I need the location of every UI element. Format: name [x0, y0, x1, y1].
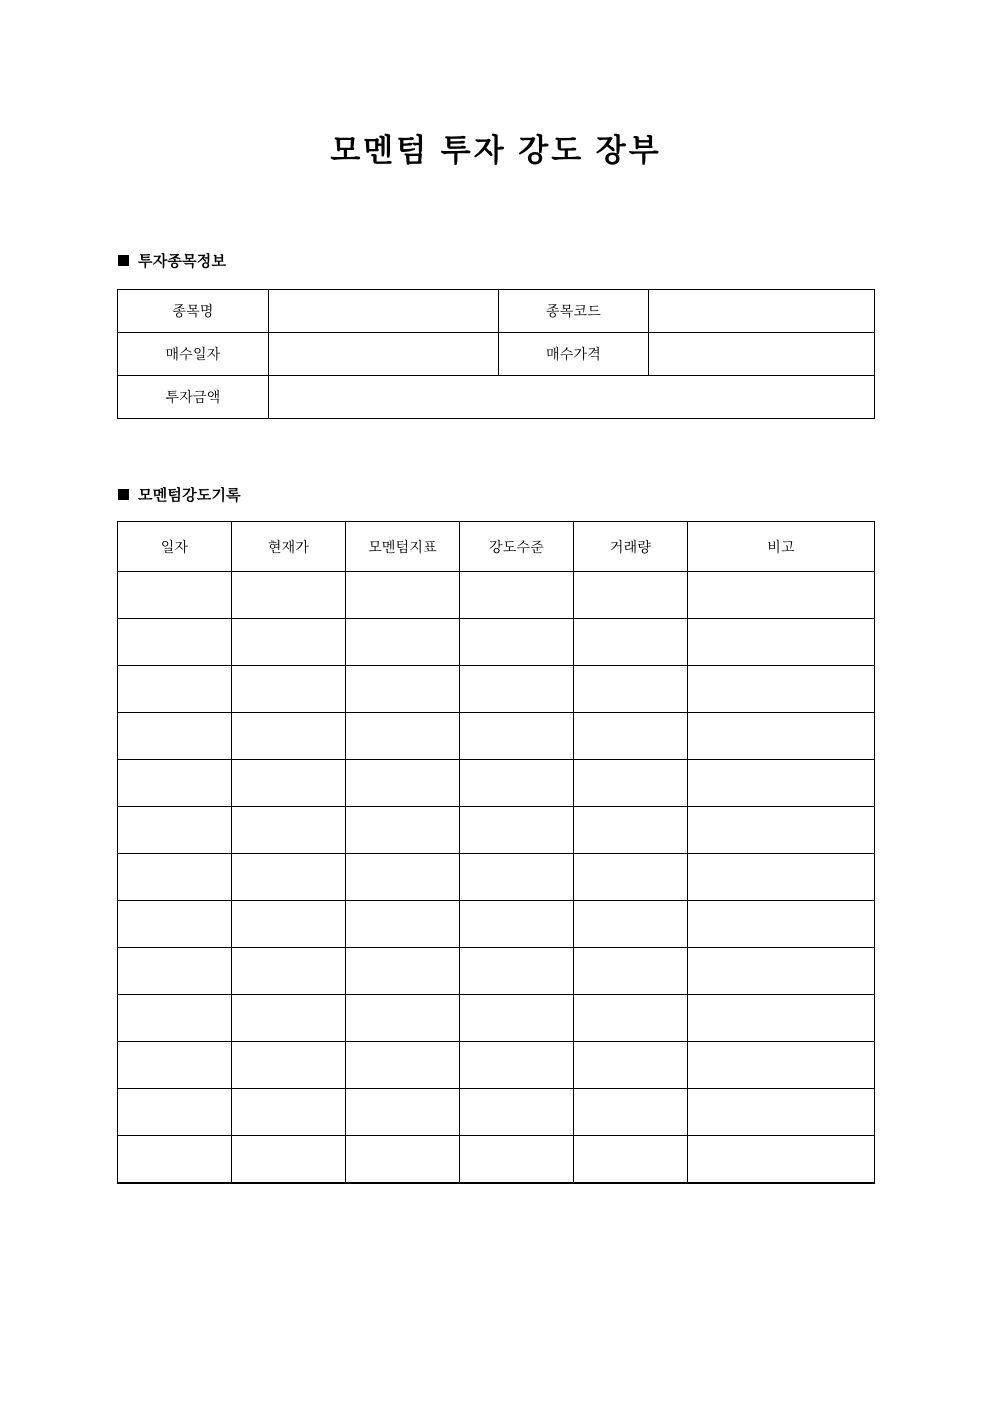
- cell-momentum-indicator[interactable]: [346, 995, 460, 1042]
- column-header-momentum-indicator: 모멘텀지표: [346, 522, 460, 572]
- cell-date[interactable]: [118, 760, 232, 807]
- cell-current-price[interactable]: [232, 948, 346, 995]
- table-row: [118, 807, 875, 854]
- cell-remarks[interactable]: [688, 666, 875, 713]
- cell-current-price[interactable]: [232, 1136, 346, 1183]
- cell-remarks[interactable]: [688, 713, 875, 760]
- info-label-stock-code: 종목코드: [499, 290, 649, 333]
- info-value-investment-amount[interactable]: [269, 376, 875, 419]
- cell-strength-level[interactable]: [460, 572, 574, 619]
- cell-current-price[interactable]: [232, 995, 346, 1042]
- cell-remarks[interactable]: [688, 760, 875, 807]
- investment-info-table: [117, 289, 875, 419]
- table-row: [118, 713, 875, 760]
- info-value-stock-code[interactable]: [649, 290, 875, 333]
- column-header-strength-level: 강도수준: [460, 522, 574, 572]
- section-heading-momentum-record: [118, 484, 241, 505]
- cell-remarks[interactable]: [688, 1042, 875, 1089]
- cell-remarks[interactable]: [688, 572, 875, 619]
- cell-current-price[interactable]: [232, 619, 346, 666]
- black-square-bullet-icon: [118, 255, 129, 266]
- table-row: [118, 290, 875, 333]
- table-row: [118, 995, 875, 1042]
- cell-volume[interactable]: [574, 713, 688, 760]
- table-header-row: [118, 522, 875, 572]
- cell-momentum-indicator[interactable]: [346, 901, 460, 948]
- cell-remarks[interactable]: [688, 807, 875, 854]
- cell-strength-level[interactable]: [460, 948, 574, 995]
- cell-strength-level[interactable]: [460, 901, 574, 948]
- cell-current-price[interactable]: [232, 1042, 346, 1089]
- cell-momentum-indicator[interactable]: [346, 1089, 460, 1136]
- table-row: [118, 1136, 875, 1183]
- cell-remarks[interactable]: [688, 619, 875, 666]
- cell-remarks[interactable]: [688, 1136, 875, 1183]
- cell-volume[interactable]: [574, 948, 688, 995]
- table-row: [118, 376, 875, 419]
- cell-volume[interactable]: [574, 572, 688, 619]
- cell-date[interactable]: [118, 854, 232, 901]
- cell-strength-level[interactable]: [460, 1042, 574, 1089]
- cell-volume[interactable]: [574, 1089, 688, 1136]
- section-heading-investment-info: [118, 250, 226, 271]
- cell-remarks[interactable]: [688, 854, 875, 901]
- cell-current-price[interactable]: [232, 760, 346, 807]
- cell-remarks[interactable]: [688, 1089, 875, 1136]
- info-label-investment-amount: 투자금액: [118, 376, 269, 419]
- cell-current-price[interactable]: [232, 854, 346, 901]
- cell-volume[interactable]: [574, 619, 688, 666]
- page-title: 모멘텀 투자 강도 장부: [330, 133, 662, 168]
- cell-strength-level[interactable]: [460, 995, 574, 1042]
- cell-strength-level[interactable]: [460, 713, 574, 760]
- cell-current-price[interactable]: [232, 1089, 346, 1136]
- cell-momentum-indicator[interactable]: [346, 807, 460, 854]
- info-value-buy-date[interactable]: [269, 333, 499, 376]
- cell-remarks[interactable]: [688, 901, 875, 948]
- info-value-stock-name[interactable]: [269, 290, 499, 333]
- cell-momentum-indicator[interactable]: [346, 572, 460, 619]
- column-header-remarks: 비고: [688, 522, 875, 572]
- cell-current-price[interactable]: [232, 666, 346, 713]
- cell-strength-level[interactable]: [460, 619, 574, 666]
- cell-strength-level[interactable]: [460, 760, 574, 807]
- column-header-current-price: 현재가: [232, 522, 346, 572]
- cell-remarks[interactable]: [688, 995, 875, 1042]
- cell-strength-level[interactable]: [460, 807, 574, 854]
- section-heading-label: 모멘텀강도기록: [138, 487, 241, 504]
- cell-date[interactable]: [118, 901, 232, 948]
- cell-date[interactable]: [118, 1042, 232, 1089]
- info-label-buy-price: 매수가격: [499, 333, 649, 376]
- cell-date[interactable]: [118, 995, 232, 1042]
- cell-momentum-indicator[interactable]: [346, 619, 460, 666]
- table-row: [118, 760, 875, 807]
- cell-strength-level[interactable]: [460, 666, 574, 713]
- table-row: [118, 619, 875, 666]
- info-label-buy-date: 매수일자: [118, 333, 269, 376]
- cell-current-price[interactable]: [232, 572, 346, 619]
- cell-current-price[interactable]: [232, 901, 346, 948]
- cell-volume[interactable]: [574, 666, 688, 713]
- cell-current-price[interactable]: [232, 713, 346, 760]
- info-label-stock-name: 종목명: [118, 290, 269, 333]
- cell-date[interactable]: [118, 619, 232, 666]
- table-row: [118, 333, 875, 376]
- cell-momentum-indicator[interactable]: [346, 854, 460, 901]
- momentum-record-table: [117, 521, 875, 1184]
- cell-date[interactable]: [118, 666, 232, 713]
- cell-volume[interactable]: [574, 1136, 688, 1183]
- momentum-record-body: [118, 572, 875, 1183]
- info-value-buy-price[interactable]: [649, 333, 875, 376]
- cell-remarks[interactable]: [688, 948, 875, 995]
- column-header-volume: 거래량: [574, 522, 688, 572]
- cell-volume[interactable]: [574, 995, 688, 1042]
- cell-date[interactable]: [118, 807, 232, 854]
- table-row: [118, 854, 875, 901]
- cell-date[interactable]: [118, 1089, 232, 1136]
- cell-strength-level[interactable]: [460, 854, 574, 901]
- table-row: [118, 901, 875, 948]
- cell-volume[interactable]: [574, 1042, 688, 1089]
- cell-momentum-indicator[interactable]: [346, 1042, 460, 1089]
- cell-momentum-indicator[interactable]: [346, 666, 460, 713]
- cell-date[interactable]: [118, 572, 232, 619]
- table-row: [118, 1089, 875, 1136]
- table-row: [118, 948, 875, 995]
- cell-volume[interactable]: [574, 901, 688, 948]
- cell-strength-level[interactable]: [460, 1136, 574, 1183]
- table-row: [118, 572, 875, 619]
- cell-momentum-indicator[interactable]: [346, 713, 460, 760]
- table-row: [118, 666, 875, 713]
- black-square-bullet-icon: [118, 489, 129, 500]
- cell-momentum-indicator[interactable]: [346, 1136, 460, 1183]
- column-header-date: 일자: [118, 522, 232, 572]
- section-heading-label: 투자종목정보: [138, 253, 227, 270]
- cell-date[interactable]: [118, 1136, 232, 1183]
- cell-volume[interactable]: [574, 760, 688, 807]
- cell-date[interactable]: [118, 948, 232, 995]
- cell-current-price[interactable]: [232, 807, 346, 854]
- cell-volume[interactable]: [574, 854, 688, 901]
- table-row: [118, 1042, 875, 1089]
- cell-momentum-indicator[interactable]: [346, 760, 460, 807]
- cell-volume[interactable]: [574, 807, 688, 854]
- cell-date[interactable]: [118, 713, 232, 760]
- cell-momentum-indicator[interactable]: [346, 948, 460, 995]
- cell-strength-level[interactable]: [460, 1089, 574, 1136]
